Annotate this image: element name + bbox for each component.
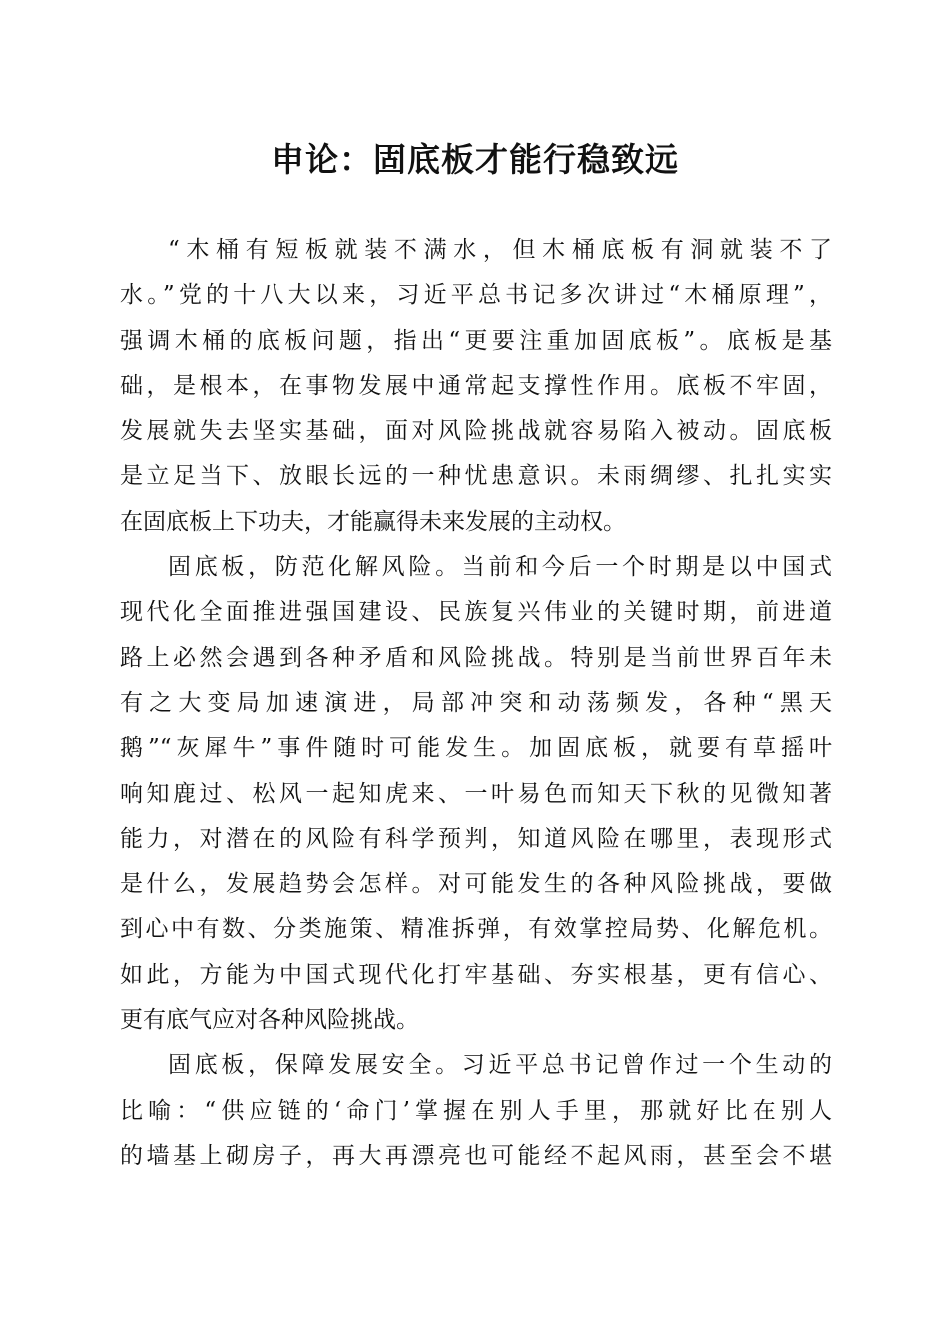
paragraph-1 — [120, 228, 832, 545]
text-line: 是什么，发展趋势会怎样。对可能发生的各种风险挑战，要做 — [120, 871, 832, 898]
text-line: 固底板，防范化解风险。当前和今后一个时期是以中国式 — [168, 554, 832, 581]
text-line: “木桶有短板就装不满水，但木桶底板有洞就装不了 — [168, 237, 832, 263]
text-line: 发展就失去坚实基础，面对风险挑战就容易陷入被动。固底板 — [120, 418, 832, 445]
text-line: 鹅”“灰犀牛”事件随时可能发生。加固底板，就要有草摇叶 — [120, 735, 832, 762]
text-line: 路上必然会遇到各种矛盾和风险挑战。特别是当前世界百年未 — [120, 644, 832, 671]
text-line: 能力，对潜在的风险有科学预判，知道风险在哪里，表现形式 — [120, 825, 832, 852]
text-line: 在固底板上下功夫，才能赢得未来发展的主动权。 — [120, 508, 626, 535]
text-line: 础，是根本，在事物发展中通常起支撑性作用。底板不牢固， — [120, 372, 832, 399]
text-line: 是立足当下、放眼长远的一种忧患意识。未雨绸缪、扎扎实实 — [120, 463, 832, 490]
text-line: 更有底气应对各种风险挑战。 — [120, 1007, 419, 1034]
paragraph-2 — [120, 545, 832, 1043]
text-line: 有之大变局加速演进，局部冲突和动荡频发，各种“黑天 — [120, 689, 832, 716]
text-line: 现代化全面推进强国建设、民族复兴伟业的关键时期，前进道 — [120, 599, 832, 626]
text-line: 如此，方能为中国式现代化打牢基础、夯实根基，更有信心、 — [120, 961, 832, 988]
document-body — [120, 228, 832, 1179]
document-title: 申论：固底板才能行稳致远 — [271, 140, 679, 179]
paragraph-3 — [120, 1043, 832, 1179]
text-line: 水。”党的十八大以来，习近平总书记多次讲过“木桶原理”， — [120, 282, 832, 309]
text-line: 到心中有数、分类施策、精准拆弹，有效掌控局势、化解危机。 — [120, 916, 832, 943]
text-line: 强调木桶的底板问题，指出“更要注重加固底板”。底板是基 — [120, 327, 832, 354]
text-line: 的墙基上砌房子，再大再漂亮也可能经不起风雨，甚至会不堪 — [120, 1142, 832, 1169]
text-line: 固底板，保障发展安全。习近平总书记曾作过一个生动的 — [168, 1052, 832, 1079]
text-line: 比喻：“供应链的‘命门’掌握在别人手里，那就好比在别人 — [120, 1097, 832, 1124]
text-line: 响知鹿过、松风一起知虎来、一叶易色而知天下秋的见微知著 — [120, 780, 832, 807]
